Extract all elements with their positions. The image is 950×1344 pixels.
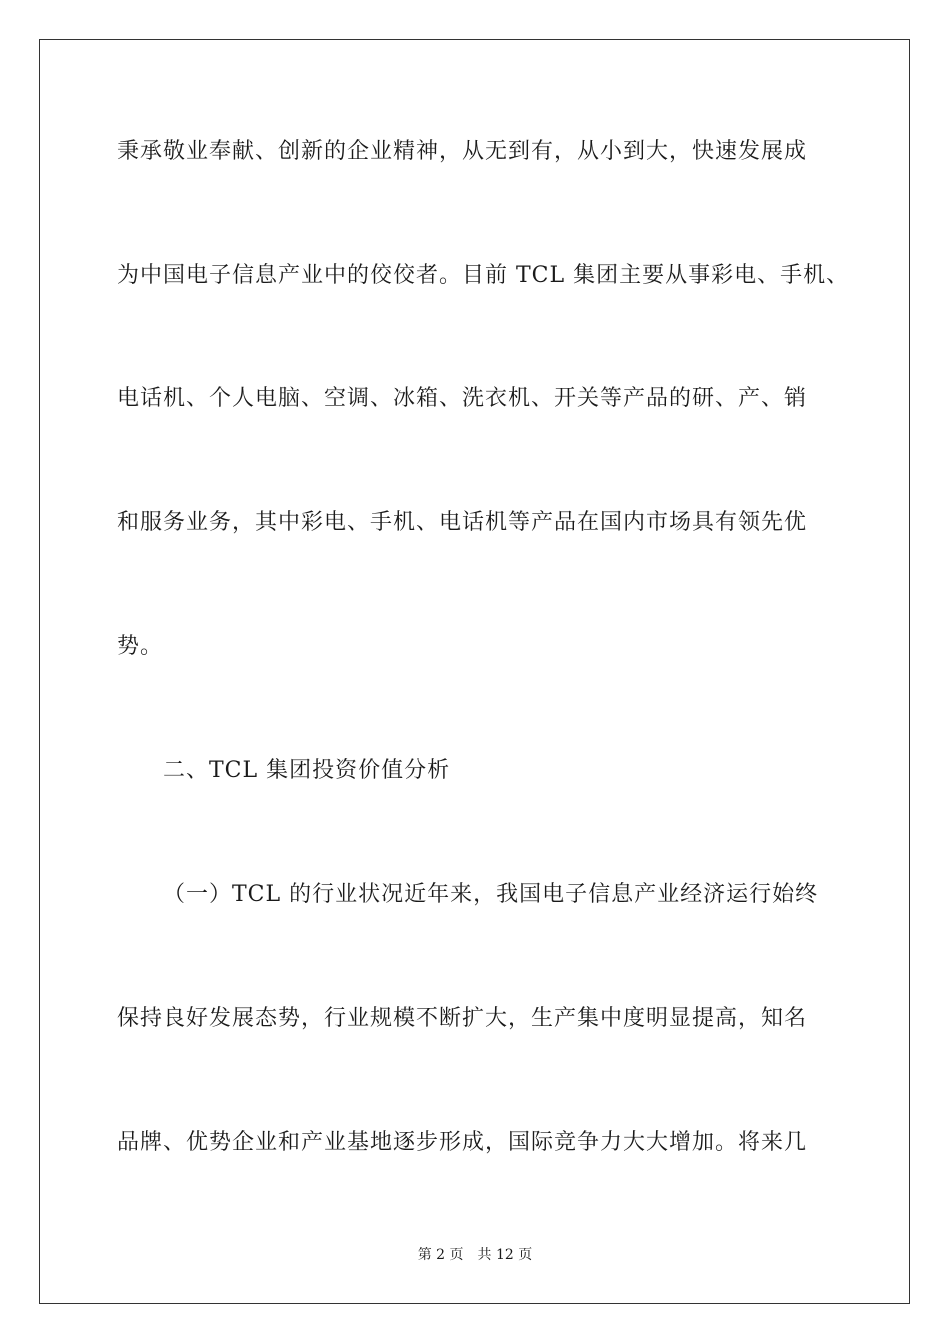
body-text-line: 和服务业务，其中彩电、手机、电话机等产品在国内市场具有领先优: [117, 510, 808, 535]
page-number: 第 2 页: [417, 1247, 464, 1263]
body-text-line: 品牌、优势企业和产业基地逐步形成，国际竞争力大大增加。将来几: [117, 1130, 808, 1155]
body-text-line: 电话机、个人电脑、空调、冰箱、洗衣机、开关等产品的研、产、销: [117, 386, 808, 411]
body-text-line: 秉承敬业奉献、创新的企业精神，从无到有，从小到大，快速发展成: [117, 139, 808, 164]
body-text-line: 势。: [117, 634, 164, 659]
page-footer: [0, 1246, 950, 1264]
page-border: [39, 39, 910, 1304]
body-text-line: （一）TCL 的行业状况近年来，我国电子信息产业经济运行始终: [163, 882, 819, 907]
body-text-line: 为中国电子信息产业中的佼佼者。目前 TCL 集团主要从事彩电、手机、: [117, 263, 850, 288]
section-heading: 二、TCL 集团投资价值分析: [163, 758, 451, 783]
total-pages: 共 12 页: [477, 1247, 533, 1263]
body-text-line: 保持良好发展态势，行业规模不断扩大，生产集中度明显提高，知名: [117, 1006, 808, 1031]
